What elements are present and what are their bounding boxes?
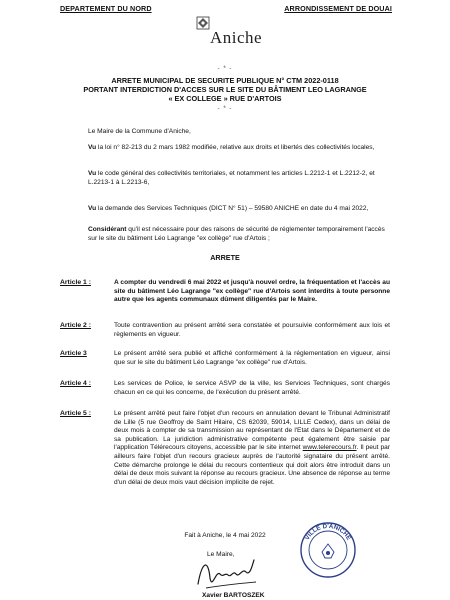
- title-separator-bottom: - * -: [217, 106, 233, 112]
- article-1-body: A compter du vendredi 6 mai 2022 et jusqu'à nouvel ordre, la fréquentation et l'accès au site du bâtiment Léo Lagrange "ex collège" rue d'Artois sont interdits à toute personne autre que les agents communaux dûment diligentés par le Maire.: [114, 279, 390, 304]
- considerant-label: Considérant: [88, 226, 127, 233]
- svg-text:VILLE D'ANICHE: [304, 523, 352, 542]
- vu-text: la demande des Services Techniques (DICT N° 51) – 59580 ANICHE en date du 4 mai 2022,: [96, 205, 369, 212]
- decree-title-line-3: « EX COLLEGE » RUE D'ARTOIS: [168, 94, 282, 103]
- mayor-line: Le Maire de la Commune d'Aniche,: [88, 128, 191, 135]
- article-5-text-before: Le présent arrêté peut faire l'objet d'un recours en annulation devant le Tribunal Administratif de Lille (5 rue Geoffroy de Saint Hilaire, CS 62039, 59014, LILLE Cedex), dans un délai de deux mois à compter de sa transmission au représentant de l'Etat dans le Département et de sa publication. La juridiction administrative compétente peut également être saisie par l'application Télérecours citoyens, accessible par le site internet: [114, 410, 390, 452]
- vu-label: Vu: [88, 205, 97, 212]
- preamble-vu-2: [88, 170, 388, 187]
- decree-title-line-2: PORTANT INTERDICTION D'ACCES SUR LE SITE DU BÂTIMENT LEO LAGRANGE: [83, 85, 367, 94]
- stamp-text: VILLE D'ANICHE: [303, 522, 353, 542]
- article-2-text: Toute contravention au présent arrêté sera constatée et poursuivie conformément aux lois et règlements en vigueur.: [114, 322, 390, 338]
- town-logo-name: Aniche: [210, 28, 263, 47]
- telerecours-link[interactable]: www.telerecours.fr: [302, 444, 357, 452]
- preamble-considerant: [88, 226, 388, 243]
- article-2-label: Article 2 :: [60, 322, 91, 329]
- article-4-text: Les services de Police, le service ASVP de la ville, les Services Techniques, sont chargés chacun en ce qui les concerne, de l'exécution du présent arrêté.: [114, 380, 390, 396]
- vu-text: la loi n° 82-213 du 2 mars 1982 modifiée, relative aux droits et libertés des collectivités locales,: [96, 144, 375, 151]
- mayor-signature: [192, 548, 262, 596]
- signatory-name: Xavier BARTOSZEK: [202, 592, 265, 599]
- article-3-text: Le présent arrêté sera publié et affiché conformément à la réglementation en vigueur, ainsi que sur le site du bâtiment Léo Lagrange "ex collège" rue d'Artois.: [114, 350, 390, 366]
- vu-label: Vu: [88, 170, 97, 177]
- article-5-text: [114, 410, 390, 487]
- vu-label: Vu: [88, 144, 97, 151]
- arrondissement-header: ARRONDISSEMENT DE DOUAI: [284, 4, 392, 13]
- town-hall-stamp: [298, 520, 358, 580]
- department-header: DEPARTEMENT DU NORD: [60, 4, 152, 13]
- article-4-label: Article 4 :: [60, 380, 91, 387]
- vu-text: le code général des collectivités territoriales, et notamment les articles L.2212-1 et L.2212-2, et L.2213-1 à L.2213-6,: [88, 170, 375, 186]
- article-1-label: Article 1 :: [60, 279, 91, 286]
- article-1-text: [114, 279, 390, 305]
- place-and-date: Fait à Aniche, le 4 mai 2022: [184, 532, 266, 539]
- article-5-label: Article 5 :: [60, 410, 91, 417]
- article-3-label: Article 3: [60, 350, 87, 357]
- decree-title-line-1: ARRETE MUNICIPAL DE SECURITE PUBLIQUE N° CTM 2022-0118: [111, 76, 339, 85]
- town-logo: [192, 12, 263, 48]
- preamble-vu-1: [88, 144, 388, 153]
- article-5-text-after: . Il peut par ailleurs faire l'objet d'un recours gracieux auprès de l'autorité signataire du présent arrêté. Cette démarche prolonge le délai du recours contentieux qui doit alors être introduit dans un délai de deux mois suivant la réponse au recours gracieux. Une absence de réponse au terme d'un délai de deux mois vaut décision implicite de rejet.: [114, 444, 390, 486]
- considerant-text: qu'il est nécessaire pour des raisons de sécurité de réglementer temporairement l'accès sur le site du bâtiment Léo Lagrange "ex collège" rue d'Artois ;: [88, 226, 385, 242]
- signature-title: Le Maire,: [207, 551, 235, 558]
- town-logo-icon: [196, 16, 210, 30]
- arrete-heading: ARRETE: [210, 253, 240, 262]
- preamble-vu-3: [88, 205, 388, 214]
- title-separator-top: - * -: [217, 66, 233, 72]
